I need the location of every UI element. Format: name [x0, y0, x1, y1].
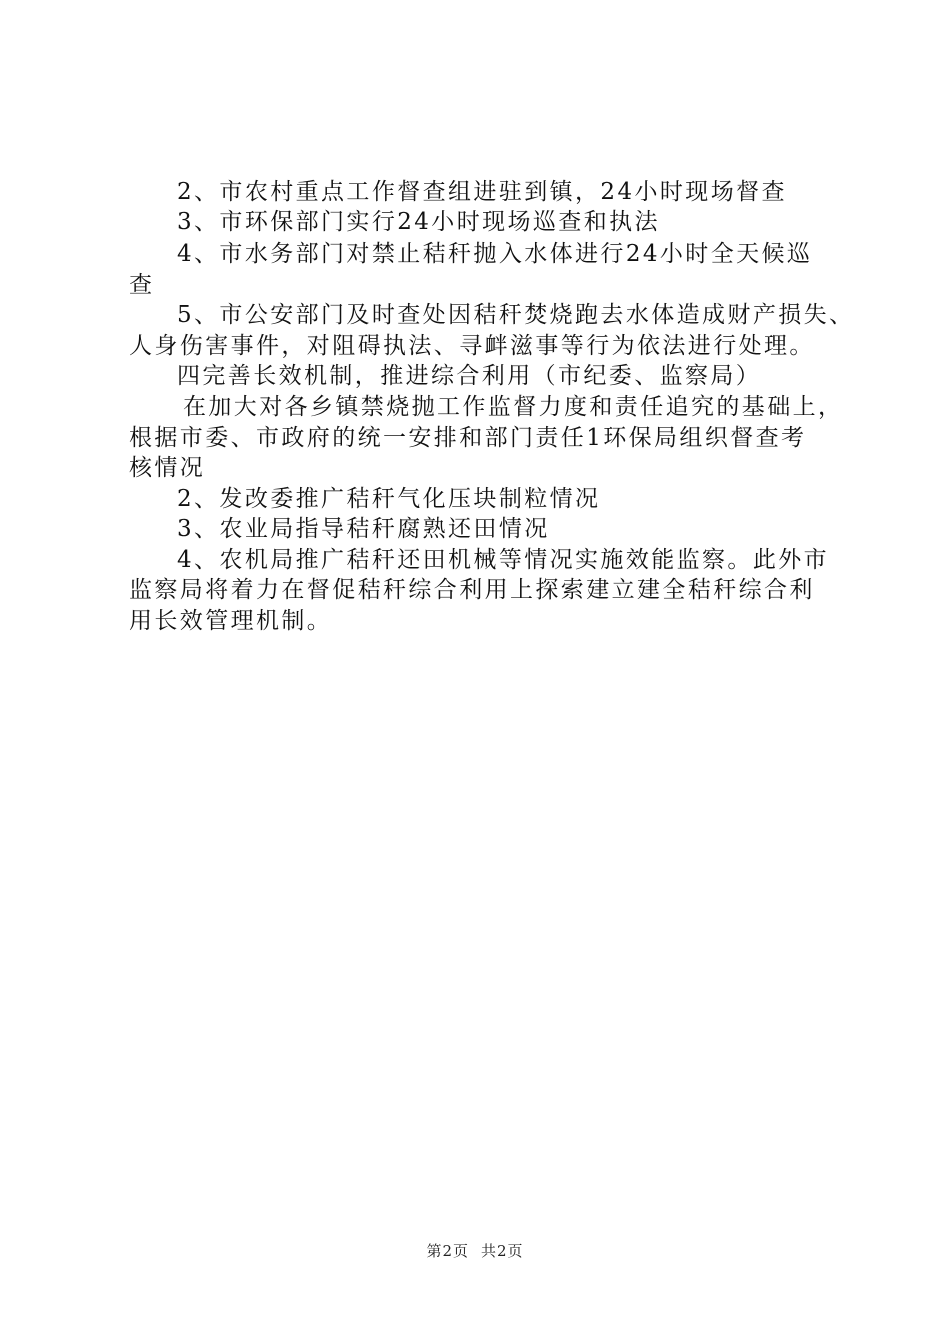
section-heading: 四完善长效机制，推进综合利用（市纪委、监察局） — [177, 363, 762, 389]
paragraph-line: 2、发改委推广秸秆气化压块制粒情况 — [177, 486, 601, 512]
paragraph-line: 核情况 — [129, 455, 206, 481]
paragraph-line: 3、农业局指导秸秆腐熟还田情况 — [177, 516, 550, 542]
page-total: 共2页 — [481, 1242, 524, 1260]
page-number: 第2页 — [426, 1242, 469, 1260]
paragraph-line: 4、市水务部门对禁止秸秆抛入水体进行24小时全天候巡 — [177, 241, 813, 267]
paragraph-line: 根据市委、市政府的统一安排和部门责任1环保局组织督查考 — [129, 425, 807, 451]
paragraph-line: 在加大对各乡镇禁烧抛工作监督力度和责任追究的基础上， — [183, 394, 844, 420]
paragraph-line: 5、市公安部门及时查处因秸秆焚烧跑去水体造成财产损失、 — [177, 302, 855, 328]
paragraph-line: 监察局将着力在督促秸秆综合利用上探索建立建全秸秆综合利 — [129, 577, 815, 603]
paragraph-line: 人身伤害事件，对阻碍执法、寻衅滋事等行为依法进行处理。 — [129, 333, 815, 359]
page-footer — [0, 1241, 950, 1261]
paragraph-line: 查 — [129, 272, 155, 298]
paragraph-line: 4、农机局推广秸秆还田机械等情况实施效能监察。此外市 — [177, 547, 830, 573]
paragraph-line: 2、市农村重点工作督查组进驻到镇，24小时现场督查 — [177, 179, 787, 205]
paragraph-line: 用长效管理机制。 — [129, 608, 333, 634]
paragraph-line: 3、市环保部门实行24小时现场巡查和执法 — [177, 209, 660, 235]
